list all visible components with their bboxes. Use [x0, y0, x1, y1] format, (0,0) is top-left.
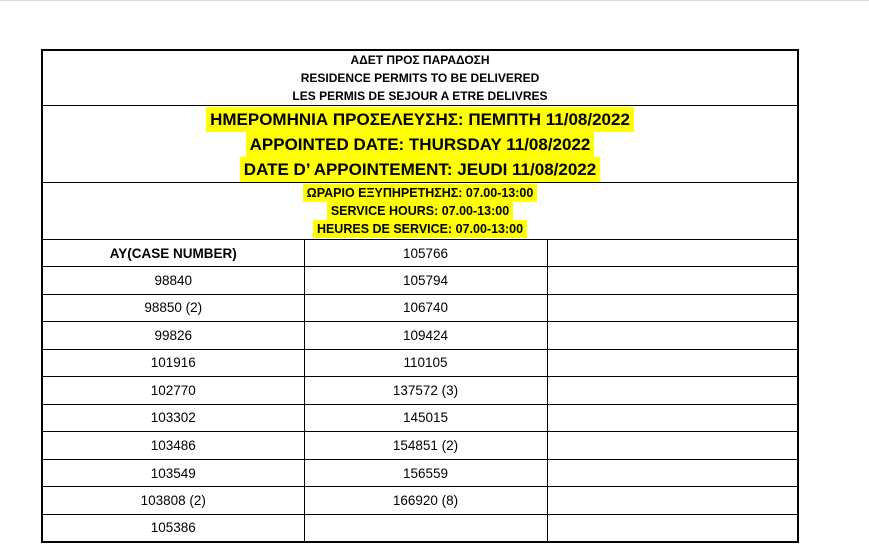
empty-cell	[547, 404, 797, 432]
appointment-date-french	[240, 157, 600, 182]
case-number-cell: 105794	[304, 267, 547, 295]
highlighted-text: SERVICE HOURS: 07.00-13:00	[327, 202, 513, 220]
case-number-cell: 105766	[304, 240, 547, 267]
case-number-cell: 166920 (8)	[304, 487, 547, 515]
empty-cell	[547, 240, 797, 267]
page-top-divider	[0, 0, 869, 1]
case-number-table	[43, 240, 797, 541]
case-number-cell: 109424	[304, 322, 547, 350]
title-section	[43, 51, 797, 106]
table-row	[43, 459, 797, 487]
case-number-cell: 154851 (2)	[304, 432, 547, 460]
case-number-cell: 106740	[304, 294, 547, 322]
empty-cell	[547, 514, 797, 541]
case-number-cell	[304, 514, 547, 541]
table-row	[43, 267, 797, 295]
appointment-date-greek	[206, 107, 634, 132]
empty-cell	[547, 267, 797, 295]
case-number-cell: 102770	[43, 377, 304, 405]
highlighted-text: DATE D’ APPOINTEMENT: JEUDI 11/08/2022	[240, 157, 600, 182]
empty-cell	[547, 349, 797, 377]
highlighted-text: ΗΜΕΡΟΜΗΝΙΑ ΠΡΟΣΕΛΕΥΣΗΣ: ΠΕΜΠΤΗ 11/08/2022	[206, 107, 634, 132]
table-row	[43, 240, 797, 267]
table-row	[43, 487, 797, 515]
empty-cell	[547, 487, 797, 515]
case-number-cell: 137572 (3)	[304, 377, 547, 405]
table-row	[43, 404, 797, 432]
case-number-cell: 103808 (2)	[43, 487, 304, 515]
case-number-cell: 103549	[43, 459, 304, 487]
table-row	[43, 294, 797, 322]
title-line-greek: ΑΔΕΤ ΠΡΟΣ ΠΑΡΑΔΟΣΗ	[350, 53, 490, 67]
empty-cell	[547, 459, 797, 487]
table-row	[43, 432, 797, 460]
service-hours-english	[327, 202, 513, 220]
empty-cell	[547, 294, 797, 322]
case-number-cell: 101916	[43, 349, 304, 377]
case-number-cell: 156559	[304, 459, 547, 487]
table-row	[43, 349, 797, 377]
case-number-cell: 105386	[43, 514, 304, 541]
highlighted-text: HEURES DE SERVICE: 07.00-13:00	[313, 220, 527, 238]
table-row	[43, 322, 797, 350]
title-line-french: LES PERMIS DE SEJOUR A ETRE DELIVRES	[292, 89, 548, 103]
permits-table	[41, 49, 799, 543]
table-row	[43, 377, 797, 405]
case-number-column-header: AY(CASE NUMBER)	[43, 240, 304, 267]
service-hours-french	[313, 220, 527, 238]
appointment-date-english	[246, 132, 595, 157]
empty-cell	[547, 377, 797, 405]
empty-cell	[547, 432, 797, 460]
case-number-cell: 98850 (2)	[43, 294, 304, 322]
case-number-cell: 99826	[43, 322, 304, 350]
service-hours-greek	[303, 184, 538, 202]
table-row	[43, 514, 797, 541]
title-line-english: RESIDENCE PERMITS TO BE DELIVERED	[300, 71, 540, 85]
service-hours-section	[43, 183, 797, 240]
case-number-cell: 103302	[43, 404, 304, 432]
highlighted-text: ΩΡΑΡΙΟ ΕΞΥΠΗΡΕΤΗΣΗΣ: 07.00-13:00	[303, 184, 538, 202]
case-number-cell: 98840	[43, 267, 304, 295]
appointment-date-section	[43, 106, 797, 183]
case-number-cell: 145015	[304, 404, 547, 432]
case-number-cell: 110105	[304, 349, 547, 377]
highlighted-text: APPOINTED DATE: THURSDAY 11/08/2022	[246, 132, 595, 157]
case-number-cell: 103486	[43, 432, 304, 460]
empty-cell	[547, 322, 797, 350]
